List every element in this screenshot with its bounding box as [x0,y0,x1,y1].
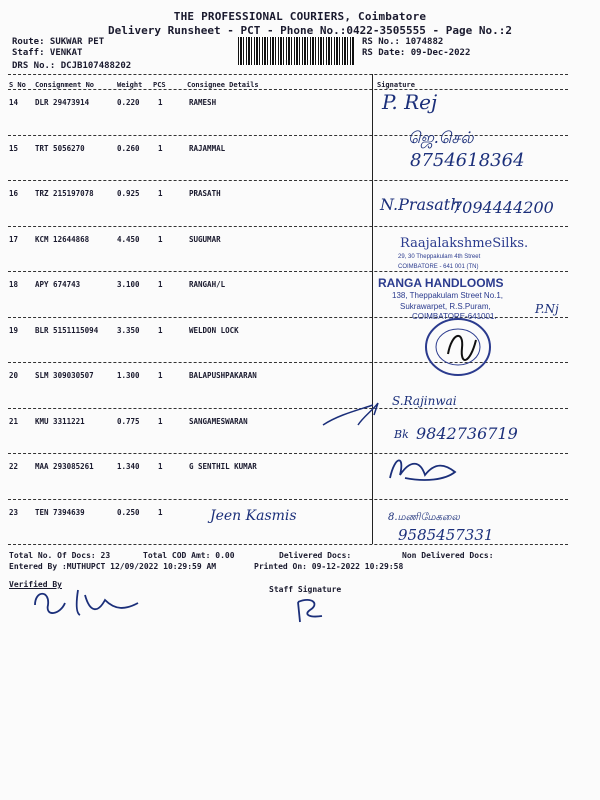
phone-23: 9585457331 [398,526,494,544]
cell-consignee: PRASATH [189,189,221,198]
verified-by-label: Verified By [9,580,62,589]
cell-pcs: 1 [158,416,163,426]
cell-pcs: 1 [158,371,163,380]
cell-weight: 3.100 [117,280,140,289]
cell-sno: 14 [9,98,19,107]
row-rule [8,271,568,272]
signature-23-left: Jeen Kasmis [210,508,297,524]
cell-pcs: 1 [158,462,163,471]
cell-consignment: DLR 29473914 [35,98,90,107]
stamp-18-city: COIMBATORE-641001. [412,312,497,321]
cell-weight: 3.350 [117,325,140,335]
stamp-18-name: RANGA HANDLOOMS [378,276,504,290]
footer-top-rule [8,544,568,545]
signature-15: ஜெ.செல் [408,128,474,147]
rs-number: RS No.: 1074882 [362,37,444,47]
row-rule [8,135,568,136]
printed-on: Printed On: 09-12-2022 10:29:58 [254,562,404,571]
staff-label: Staff: VENKAT [12,48,83,58]
cell-weight: 1.340 [117,462,140,471]
cell-weight: 0.260 [117,143,140,153]
cell-sno: 20 [9,371,19,380]
stamp-17-name: RaajalakshmeSilks. [400,236,529,251]
col-consignment: Consignment No [35,81,95,89]
verified-signature [30,585,140,620]
stamp-18-addr1: 138, Theppakulam Street No.1, [392,291,504,300]
col-sno: S No [9,81,26,89]
cell-pcs: 1 [158,280,163,289]
cell-consignee: RANGAH/L [189,280,226,289]
staff-signature [292,596,332,626]
cell-pcs: 1 [158,325,163,335]
row-rule [8,499,568,500]
row-rule [8,180,568,181]
cell-consignee: BALAPUSHPAKARAN [189,371,257,380]
cell-sno: 18 [9,280,19,289]
cell-consignee: G SENTHIL KUMAR [189,462,257,471]
header-rule [8,89,568,90]
cell-sno: 22 [9,462,19,471]
cell-consignee: SANGAMESWARAN [189,416,248,426]
cell-weight: 1.300 [117,371,140,380]
signature-21-initial: Bk [394,428,409,441]
company-title: THE PROFESSIONAL COURIERS, Coimbatore [173,10,427,23]
cell-consignment: MAA 293085261 [35,462,94,471]
cell-consignment: KMU 3311221 [35,416,85,426]
col-consignee: Consignee Details [187,81,259,89]
cell-sno: 21 [9,416,19,426]
cell-consignment: SLM 309030507 [35,371,94,380]
total-cod: Total COD Amt: 0.00 [143,551,235,560]
table-top-rule [8,74,568,75]
entered-by: Entered By :MUTHUPCT 12/09/2022 10:29:59 AM [9,562,217,571]
cell-weight: 0.775 [117,416,140,426]
cell-weight: 4.450 [117,234,140,244]
cell-pcs: 1 [158,234,163,244]
cell-consignment: APY 674743 [35,280,81,289]
stamp-17-addr: 29, 30 Theppakulam 4th Street [398,254,481,260]
cell-consignment: KCM 12644868 [35,234,90,244]
staff-signature-label: Staff Signature [269,585,342,594]
cell-pcs: 1 [158,189,163,198]
signature-16: N.Prasath [380,195,461,214]
cell-weight: 0.250 [117,507,140,517]
delivered-docs: Delivered Docs: [279,551,352,560]
cell-sno: 17 [9,234,19,244]
rs-date: RS Date: 09-Dec-2022 [362,48,471,58]
cell-weight: 0.925 [117,189,140,198]
non-delivered-docs: Non Delivered Docs: [402,551,494,560]
cell-consignee: RAMESH [189,98,217,107]
cell-consignee: RAJAMMAL [189,143,226,153]
col-weight: Weight [117,81,143,89]
cell-sno: 23 [9,507,19,517]
phone-15: 8754618364 [410,150,525,171]
route-label: Route: SUKWAR PET [12,37,105,47]
phone-16: 7094444200 [452,198,554,217]
drs-number: DRS No.: DCJB107488202 [12,61,132,71]
cell-consignment: TRZ 215197078 [35,189,94,198]
cell-consignee: SUGUMAR [189,234,221,244]
signature-22 [385,450,475,490]
stamp-18-addr2: Sukrawarpet, R.S.Puram, [400,302,491,311]
cell-pcs: 1 [158,98,163,107]
row-rule [8,226,568,227]
signature-14: P. Rej [382,90,438,114]
cell-consignee: WELDON LOCK [189,325,239,335]
cell-consignment: TEN 7394639 [35,507,85,517]
stamp-17-city: COIMBATORE - 641 001 (TN) [398,264,479,270]
cell-consignment: TRT 5056270 [35,143,85,153]
signature-18: P.Nj [535,302,559,316]
cell-consignment: BLR 5151115094 [35,325,99,335]
phone-21: 9842736719 [416,424,518,443]
cell-weight: 0.220 [117,98,140,107]
barcode [238,37,354,65]
signature-21-name: S.Rajinwai [392,394,457,408]
col-pcs: PCS [153,81,166,89]
cell-sno: 16 [9,189,19,198]
signature-divider [372,74,373,544]
runsheet-subtitle: Delivery Runsheet - PCT - Phone No.:0422-3505555 - Page No.:2 [108,24,512,37]
cell-sno: 15 [9,143,19,153]
total-docs: Total No. Of Docs: 23 [9,551,111,560]
cell-sno: 19 [9,325,19,335]
cell-pcs: 1 [158,143,163,153]
round-seal-19 [418,312,498,382]
cell-pcs: 1 [158,507,163,517]
signature-23-name: 8.மணிமேகலை [388,512,460,523]
col-signature: Signature [377,81,415,89]
